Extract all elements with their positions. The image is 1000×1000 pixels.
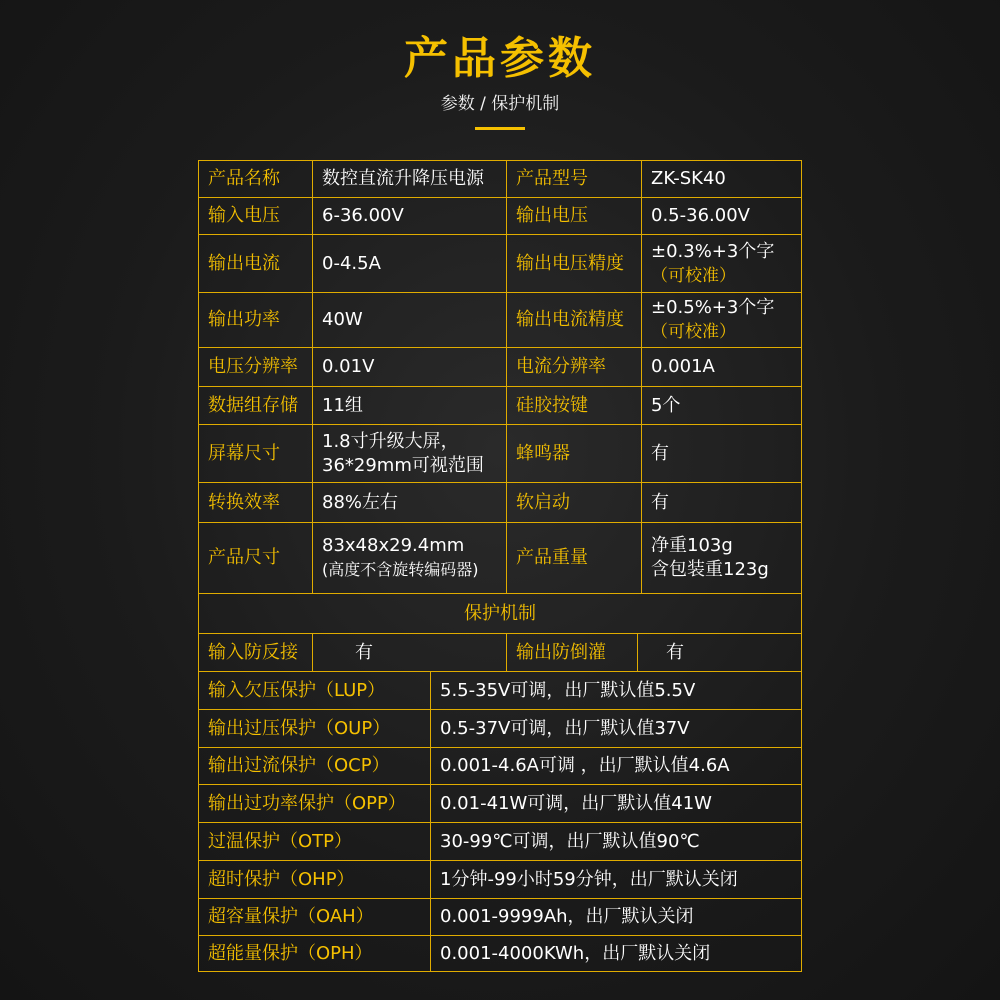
product-model-value: ZK-SK40 [642,161,802,198]
protection-label-oup: 输出过压保护（OUP） [199,710,431,748]
input-voltage-value: 6-36.00V [313,198,507,235]
product-size-line1: 83x48x29.4mm [322,535,465,556]
output-backflow-value: 有 [638,634,802,672]
protection-label-lup: 输入欠压保护（LUP） [199,672,431,710]
protection-value-ohp: 1分钟-99小时59分钟，出厂默认关闭 [431,861,802,899]
output-power-value: 40W [313,293,507,348]
protection-value-ocp: 0.001-4.6A可调 ，出厂默认值4.6A [431,748,802,785]
protection-value-oup: 0.5-37V可调，出厂默认值37V [431,710,802,748]
product-weight-line1: 净重103g [651,535,733,556]
protection-section-title: 保护机制 [199,594,802,634]
spec-table [198,160,802,972]
product-model-label: 产品型号 [507,161,642,198]
protection-value-oph: 0.001-4000KWh，出厂默认关闭 [431,936,802,971]
protection-label-ohp: 超时保护（OHP） [199,861,431,899]
input-reverse-label: 输入防反接 [199,634,313,672]
data-storage-value: 11组 [313,387,507,425]
input-voltage-label: 输入电压 [199,198,313,235]
output-voltage-label: 输出电压 [507,198,642,235]
output-current-value: 0-4.5A [313,235,507,293]
product-size-label: 产品尺寸 [199,523,313,594]
voltage-resolution-label: 电压分辨率 [199,348,313,387]
data-storage-label: 数据组存储 [199,387,313,425]
output-voltage-value: 0.5-36.00V [642,198,802,235]
screen-size-line2: 36*29mm可视范围 [322,454,484,476]
current-accuracy-label: 输出电流精度 [507,293,642,348]
buzzer-value: 有 [642,425,802,483]
title-underline [475,127,525,130]
protection-value-otp: 30-99℃可调，出厂默认值90℃ [431,823,802,861]
screen-size-value [313,425,507,483]
product-weight-line2: 含包装重123g [651,559,769,580]
product-weight-value [642,523,802,594]
current-accuracy-line2: （可校准） [651,322,736,342]
protection-label-otp: 过温保护（OTP） [199,823,431,861]
protection-label-oah: 超容量保护（OAH） [199,899,431,936]
protection-label-oph: 超能量保护（OPH） [199,936,431,971]
screen-size-line1: 1.8寸升级大屏， [322,430,459,452]
voltage-accuracy-value [642,235,802,293]
protection-value-oah: 0.001-9999Ah，出厂默认关闭 [431,899,802,936]
protection-label-ocp: 输出过流保护（OCP） [199,748,431,785]
current-accuracy-line1: ±0.5%+3个字 [651,297,775,318]
current-resolution-value: 0.001A [642,348,802,387]
product-size-line2: (高度不含旋转编码器) [322,560,479,579]
efficiency-value: 88%左右 [313,483,507,523]
product-name-label: 产品名称 [199,161,313,198]
soft-start-value: 有 [642,483,802,523]
soft-start-label: 软启动 [507,483,642,523]
buzzer-label: 蜂鸣器 [507,425,642,483]
page-title: 产品参数 [404,33,596,84]
protection-value-lup: 5.5-35V可调，出厂默认值5.5V [431,672,802,710]
current-accuracy-value [642,293,802,348]
product-weight-label: 产品重量 [507,523,642,594]
output-backflow-label: 输出防倒灌 [507,634,638,672]
product-size-value [313,523,507,594]
product-name-value: 数控直流升降压电源 [313,161,507,198]
voltage-accuracy-line1: ±0.3%+3个字 [651,240,775,262]
protection-value-opp: 0.01-41W可调，出厂默认值41W [431,785,802,823]
voltage-resolution-value: 0.01V [313,348,507,387]
output-current-label: 输出电流 [199,235,313,293]
voltage-accuracy-label: 输出电压精度 [507,235,642,293]
protection-label-opp: 输出过功率保护（OPP） [199,785,431,823]
silicone-keys-value: 5个 [642,387,802,425]
voltage-accuracy-line2: （可校准） [651,265,736,286]
input-reverse-value: 有 [313,634,507,672]
efficiency-label: 转换效率 [199,483,313,523]
current-resolution-label: 电流分辨率 [507,348,642,387]
output-power-label: 输出功率 [199,293,313,348]
page-subtitle: 参数 / 保护机制 [440,94,560,114]
screen-size-label: 屏幕尺寸 [199,425,313,483]
silicone-keys-label: 硅胶按键 [507,387,642,425]
